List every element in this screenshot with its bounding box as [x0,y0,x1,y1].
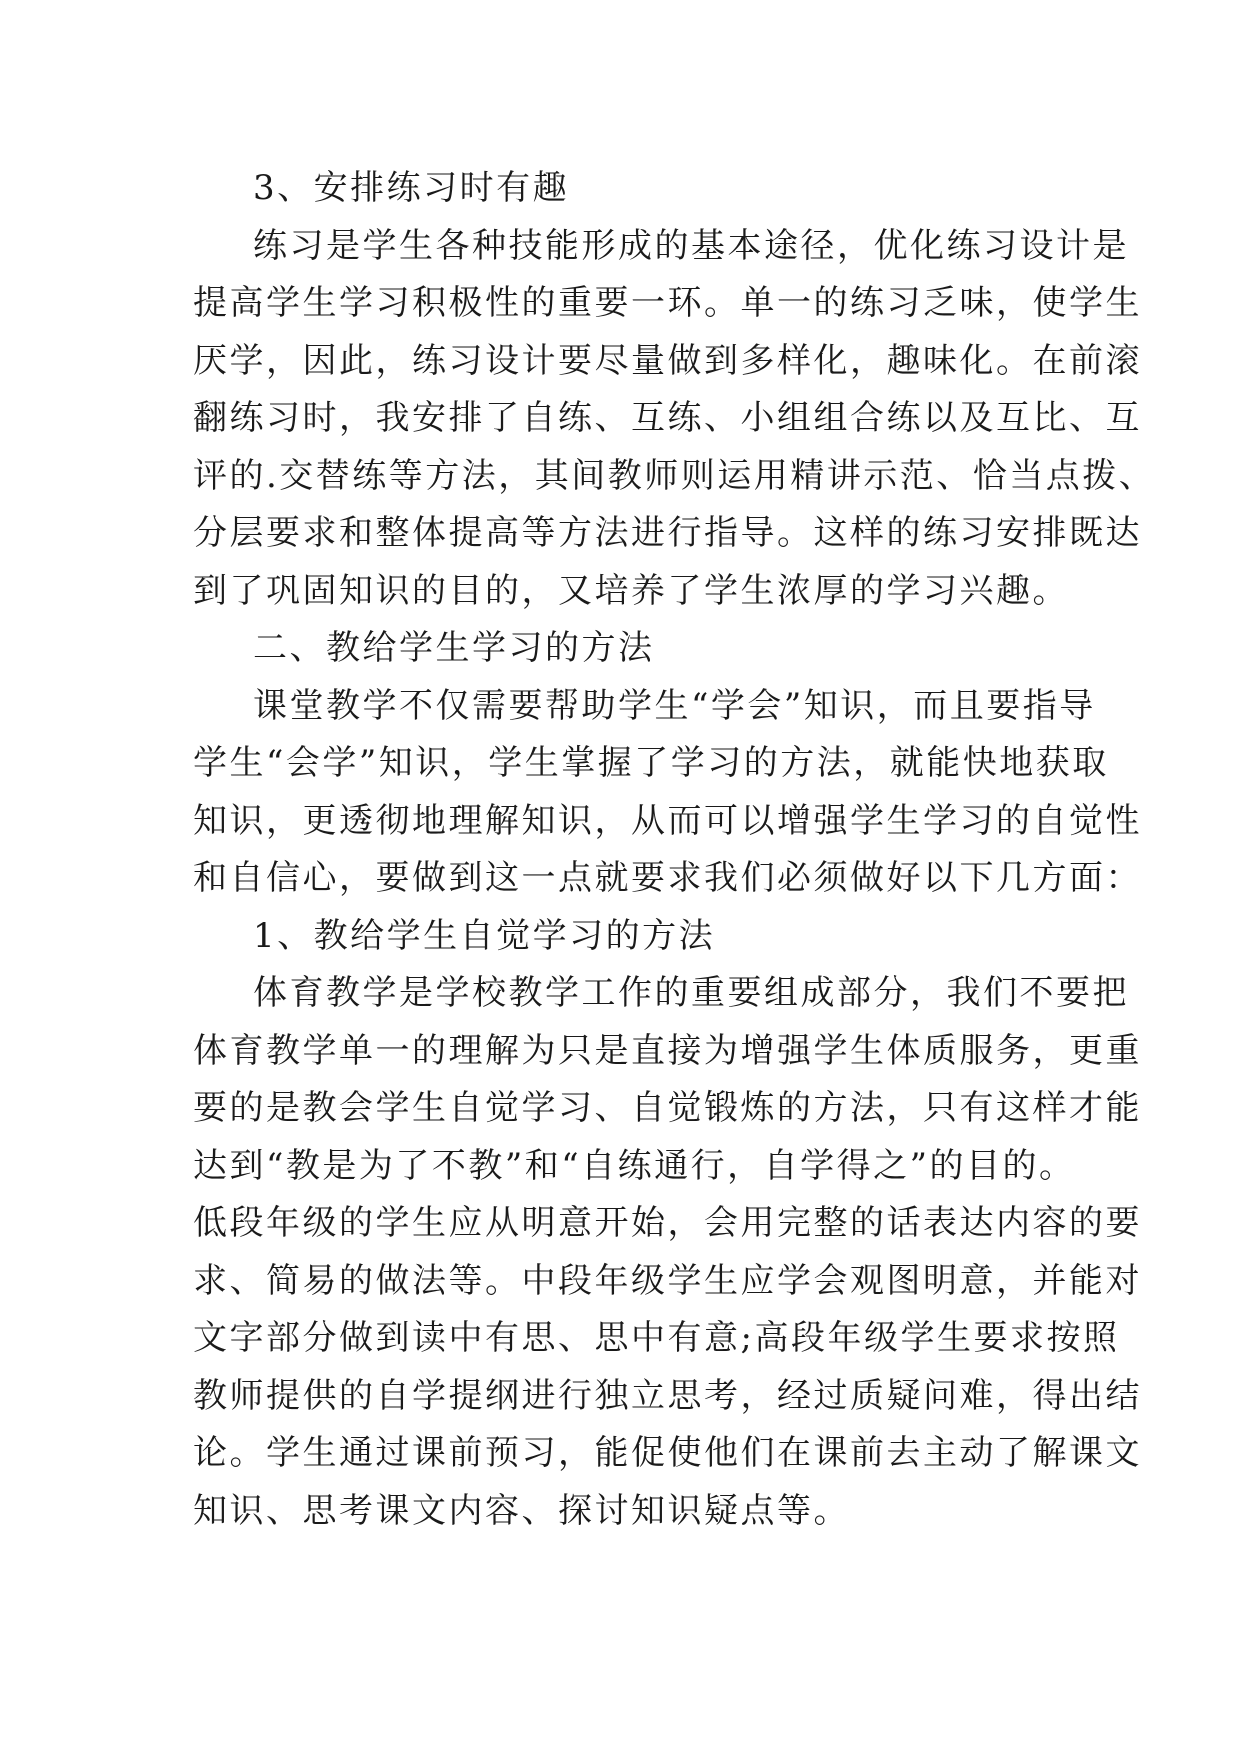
text-line: 厌学，因此，练习设计要尽量做到多样化，趣味化。在前滚 [193,340,1142,381]
text-line: 文字部分做到读中有思、思中有意;高段年级学生要求按照 [193,1318,1120,1358]
text-line: 教师提供的自学提纲进行独立思考，经过质疑问难，得出结 [193,1375,1142,1416]
text-line: 3、安排练习时有趣 [253,168,570,208]
text-line: 求、简易的做法等。中段年级学生应学会观图明意，并能对 [193,1260,1142,1301]
text-line: 提高学生学习积极性的重要一环。单一的练习乏味，使学生 [193,283,1142,323]
text-line: 分层要求和整体提高等方法进行指导。这样的练习安排既达 [193,513,1142,553]
text-line: 论。学生通过课前预习，能促使他们在课前去主动了解课文 [193,1433,1142,1473]
document-body [193,160,1156,1540]
text-line: 体育教学是学校教学工作的重要组成部分，我们不要把 [253,973,1129,1013]
text-line: 翻练习时，我安排了自练、互练、小组组合练以及互比、互 [193,398,1142,438]
text-line: 低段年级的学生应从明意开始，会用完整的话表达内容的要 [193,1203,1142,1243]
text-line: 体育教学单一的理解为只是直接为增强学生体质服务，更重 [193,1030,1142,1071]
text-line: 练习是学生各种技能形成的基本途径，优化练习设计是 [253,225,1129,266]
text-line: 学生“会学”知识，学生掌握了学习的方法，就能快地获取 [193,743,1109,783]
text-line: 知识，更透彻地理解知识，从而可以增强学生学习的自觉性 [193,800,1142,841]
text-line: 要的是教会学生自觉学习、自觉锻炼的方法，只有这样才能 [193,1088,1142,1128]
text-line: 评的.交替练等方法，其间教师则运用精讲示范、恰当点拨、 [193,455,1156,496]
text-line: 到了巩固知识的目的，又培养了学生浓厚的学习兴趣。 [193,570,1069,611]
text-line: 达到“教是为了不教”和“自练通行，自学得之”的目的。 [193,1145,1076,1186]
text-line: 知识、思考课文内容、探讨知识疑点等。 [193,1490,850,1531]
text-line: 1、教给学生自觉学习的方法 [253,915,716,956]
text-line: 课堂教学不仅需要帮助学生“学会”知识，而且要指导 [253,685,1096,726]
text-line: 二、教给学生学习的方法 [253,628,655,668]
text-line: 和自信心，要做到这一点就要求我们必须做好以下几方面： [193,858,1142,898]
